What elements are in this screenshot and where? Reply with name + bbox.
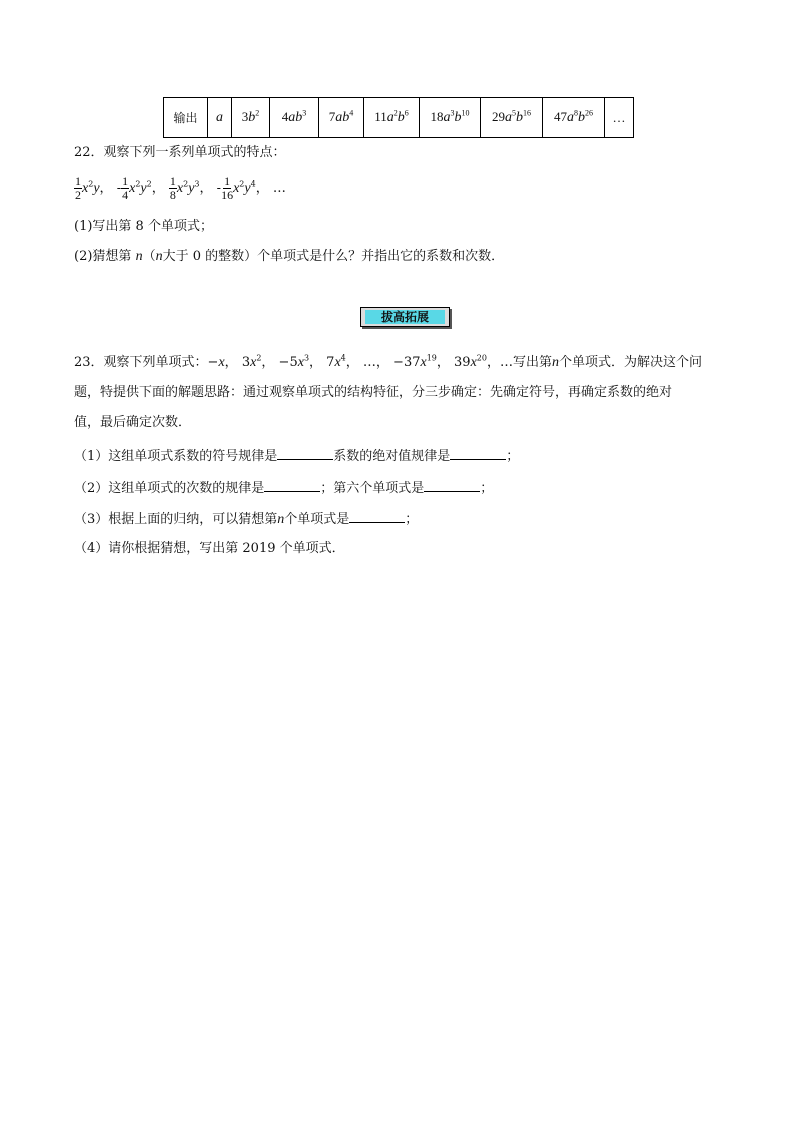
table-cell: a [208, 98, 232, 138]
answer-blank[interactable] [277, 447, 333, 460]
table-cell: $18a^3b^{10}$ [420, 98, 481, 138]
table-cell: … [605, 98, 634, 138]
answer-blank[interactable] [450, 447, 506, 460]
answer-blank[interactable] [264, 479, 320, 492]
table-cell: $7ab^4$ [319, 98, 364, 138]
q23-part4: （4）请你根据猜想，写出第 2019 个单项式． [74, 541, 345, 556]
q22-term: - $\frac{1}{16}$ $x^2y^4$， [216, 174, 269, 202]
q22-term: - $\frac{1}{4}$ $x^2y^2$， [116, 174, 165, 202]
q23-intro: 23．观察下列单项式：−x， $3x^2$， $-5x^3$， $7x^4$， …， $-37x^{19}$， $39x^{20}$，…写出第n个单项式．为解决这个问 [74, 353, 703, 370]
answer-blank[interactable] [424, 479, 480, 492]
q22-sequence [74, 174, 286, 204]
table-header-cell: 输出 [164, 98, 208, 138]
table-cell: $47a^8b^{26}$ [543, 98, 605, 138]
table-cell: $11a^2b^6$ [364, 98, 420, 138]
table-cell: $3b^2$ [232, 98, 270, 138]
table-cell: $29a^5b^{16}$ [481, 98, 543, 138]
section-banner-label: 拔高拓展 [365, 310, 445, 324]
q22-term: $\frac{1}{2}$ $x^2y$， [75, 174, 113, 202]
q23-line3: 值，最后确定次数． [74, 415, 192, 430]
table-row [164, 98, 634, 138]
q23-part3: （3）根据上面的归纳，可以猜想第n个单项式是 ； [74, 512, 419, 527]
q22-ellipsis: … [272, 181, 286, 196]
answer-blank[interactable] [349, 510, 405, 523]
q22-part1: (1)写出第 8 个单项式； [74, 219, 213, 234]
q23-line2: 题，特提供下面的解题思路：通过观察单项式的结构特征，分三步确定：先确定符号，再确定系数的绝对 [74, 385, 673, 400]
q22-part2: (2)猜想第 n（n大于 0 的整数）个单项式是什么？并指出它的系数和次数． [74, 249, 505, 264]
output-table [163, 97, 634, 138]
q23-sequence: −x， $3x^2$， $-5x^3$， $7x^4$， …， $-37x^{19}$， $39x^{20}$， [207, 353, 500, 370]
table-cell: $4ab^3$ [270, 98, 319, 138]
q23-part2: （2）这组单项式的次数的规律是 ；第六个单项式是 ； [74, 481, 494, 496]
q23-part1: （1）这组单项式系数的符号规律是 系数的绝对值规律是 ； [74, 449, 520, 464]
section-banner [360, 307, 450, 327]
q22-term: $\frac{1}{8}$ $x^2y^3$， [169, 174, 213, 202]
q22-title: 22．观察下列一系列单项式的特点： [74, 145, 286, 160]
